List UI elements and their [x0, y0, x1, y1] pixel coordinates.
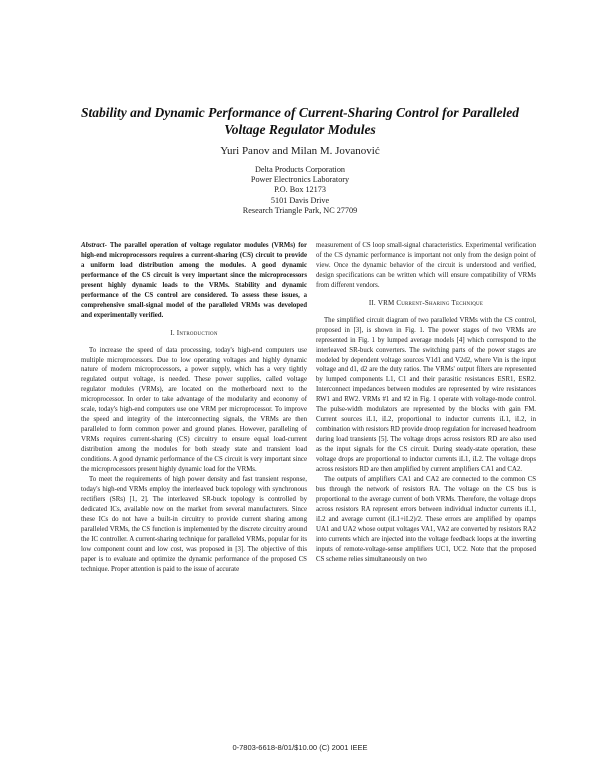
affiliation-line: Research Triangle Park, NC 27709: [242, 205, 358, 215]
left-column: [81, 241, 307, 575]
authors: Yuri Panov and Milan M. Jovanović: [220, 145, 380, 157]
abstract-lead: Abstract: [81, 242, 105, 249]
body-paragraph: The outputs of amplifiers CA1 and CA2 are connected to the common CS bus through the network of resistors RA. The voltage on the CS bus is proportional to the average current of both VRMs. Therefore, the voltage drops across resistors RA represent errors between individual inductor currents iL1, iL2 and average current (iL1+iL2)/2. These errors are amplified by opamps UA1 and UA2 whose output voltages VA1, VA2 are converted by resistors RA2 into currents which are injected into the voltage feedback loops at the inverting inputs of remote-voltage-sense amplifiers UC1, UC2. Note that the proposed CS scheme relies simultaneously on two: [316, 475, 536, 563]
section-title: Introduction: [176, 328, 218, 337]
body-paragraph: measurement of CS loop small-signal characteristics. Experimental verification of the CS dynamic performance is important not only from the design point of view. Once the dynamic behavior of the circuit is understood and verified, design specifications can be written which will ensure compatibility of VRMs from different vendors.: [316, 242, 536, 289]
paper-title: [70, 104, 530, 138]
section-title: VRM Current-Sharing Technique: [377, 298, 484, 307]
abstract-text: - The parallel operation of voltage regulator modules (VRMs) for high-end microprocessors requires a current-sharing (CS) circuit to provide a uniform load distribution among the modules. A good dynamic performance of the CS circuit is very important since the microprocessors present highly dynamic loads to the VRMs. Stability and dynamic performance of the CS control are considered. To assess these issues, a comprehensive small-signal model of the paralleled VRMs was developed and experimentally verified.: [81, 242, 307, 319]
affiliation-line: Power Electronics Laboratory: [250, 175, 350, 185]
section-number: II.: [368, 298, 378, 307]
section-number: I.: [170, 328, 177, 337]
title-line-2: Voltage Regulator Modules: [224, 122, 376, 137]
affiliation-line: Delta Products Corporation: [254, 165, 346, 174]
section-heading-vrm-current-sharing: [316, 299, 536, 309]
title-line-1: Stability and Dynamic Performance of Current-Sharing Control for Paralleled: [80, 105, 520, 120]
body-paragraph: To meet the requirements of high power density and fast transient response, today's high-end VRMs employ the interleaved buck topology with synchronous rectifiers (SRs) [1, 2]. The interleaved SR-buck topology is controlled by dedicated ICs, available now on the market from several manufacturers. Since these ICs do not have a built-in circuitry to provide current sharing among paralleled VRMs, the CS function is implemented by the discrete circuitry around the IC controller. A current-sharing technique for paralleled VRMs, popular for its low component count and low cost, was proposed in [3]. The objective of this paper is to evaluate and optimize the dynamic performance of the proposed CS technique. Proper attention is paid to the issue of accurate: [81, 475, 307, 573]
affiliation: [70, 165, 530, 216]
affiliation-line: P.O. Box 12173: [274, 185, 326, 195]
body-paragraph: The simplified circuit diagram of two paralleled VRMs with the CS control, proposed in [3], is shown in Fig. 1. The power stages of two VRMs are represented in Fig. 1 by lumped average models [4] which correspond to the interleaved SR-buck converters. The switching parts of the power stages are modeled by dependent voltage sources V1d1 and V2d2, where Vin is the input voltage and d1, d2 are the duty ratios. The VRMs' output filters are represented by lumped components L1, C1 and their parasitic resistances ESR1, ESR2. Interconnect impedances between modules are represented by wire resistances RW1 and RW2. VRMs #1 and #2 in Fig. 1 operate with voltage-mode control. The pulse-width modulators are represented by the blocks with gain FM. Current sources iL1, iL2, proportional to inductor currents iL1, iL2, in combination with resistors RD provide droop regulation for increased headroom during load transients [5]. The voltage drops across resistors RD are also used as the input signals for the CS circuit. During steady-state operation, these voltage drops are proportional to inductor currents iL1, iL2. The voltage drops across resistors RD are then amplified by current amplifiers CA1 and CA2.: [316, 316, 536, 474]
copyright-footer: 0-7803-6618-8/01/$10.00 (C) 2001 IEEE: [232, 743, 368, 752]
body-paragraph: To increase the speed of data processing, today's high-end computers use multiple microprocessors. Due to low operating voltages and highly dynamic nature of modern microprocessors, a power supply, which has a very tightly regulated output voltage, is needed. These power supplies, called voltage regulator modules (VRMs), are located on the motherboard next to the microprocessor. In order to take advantage of the modularity and economy of scale, today's high-end computers use one VRM per microprocessor. To improve the speed and integrity of the interconnecting signals, the VRMs are then paralleled to form common power and ground planes. However, paralleling of VRMs requires current-sharing (CS) circuitry to ensure equal load-current distribution among the modules for both steady state and transient load conditions. A good dynamic performance of the CS circuit is very important since the microprocessors present highly dynamic load for the VRMs.: [81, 346, 307, 474]
abstract: [81, 241, 307, 321]
section-heading-introduction: [81, 329, 307, 339]
right-column: [316, 241, 536, 565]
affiliation-line: 5101 Davis Drive: [270, 195, 330, 205]
